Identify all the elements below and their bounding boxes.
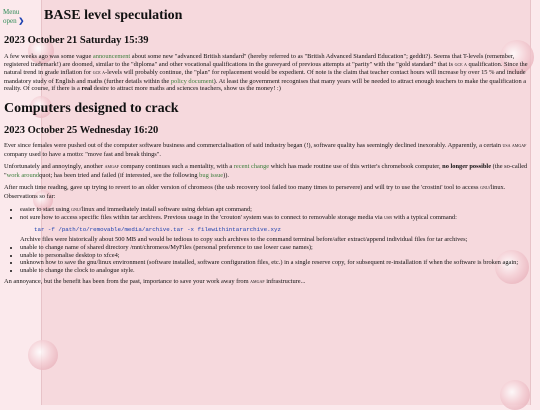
observations-list (4, 206, 532, 275)
decorative-bubble (28, 340, 58, 370)
site-title: BASE level speculation (44, 8, 183, 23)
decorative-bubble (500, 380, 530, 410)
post-date: 2023 October 21 Saturday 15:39 (4, 35, 149, 46)
post-date: 2023 October 25 Wednesday 16:20 (4, 124, 159, 136)
list-item: • unknown how to save the gnu/linux environment (software installed, software configuration files, etc.) in a single reserve copy, for subsequent re-installation if when the software is broken again; (20, 259, 532, 267)
post-paragraph: A few weeks ago was some vague announcement about some new "advanced British standard" (hereby referred to as "British Advanced Standard Education"; geddit?). Seems that T-levels (remember, registered trademark!) are doomed, similar to the "diploma" and other vocational qualifications in the graveyard of previous attempts at "parity" with the "gold standard" that is gce a qualification. Since the natural trend in grade inflation for gce a-levels will probably continue, the "plan" for replacement would be expedient. Of note is the claim that teacher contact hours will increase by over 15 % and include mandatory study of English and maths (further details within the policy document). At least the government recognises that many years will be needed to attract enough teachers to make the qualification a reality. Of course, if there is a real desire to attract more maths and sciences teachers, show us the money! :) (4, 53, 528, 93)
post-paragraph: An annoyance, but the benefit has been from the past, importance to save your work away from amgaf infrastructure... (4, 278, 306, 286)
recent-change-link[interactable]: recent change (233, 163, 270, 171)
code-block: tar -f /path/to/removable/media/archive.tar -x filewithintararchive.xyz (34, 225, 281, 233)
list-item: • unable to change the clock to analogue style. (20, 267, 532, 275)
list-item: • not sure how to access specific files within tar archives. Previous usage in the 'crouton' system was to connect to removable storage media via usb with a typical command: tar -f /path/to/removable/media/archive.tar -x filewithintararchive.xyz Archive files were historically about 500 MB and would be tedious to copy such archives to the command terminal before/after extract/append individual files for tar archives; (20, 214, 532, 244)
list-item: • easier to start using gnu/linux and immediately install software using debian apt command; (20, 206, 532, 215)
menu-open-label: open (3, 17, 17, 25)
post-paragraph: Unfortunately and annoyingly, another amgaf company continues such a mentality, with a recent change which has made routine use of this writer's chromebook computer, no longer possible (the so-called "work aroundquot; has been tried and failed (if interested, see the following bug issue)). (4, 163, 528, 179)
list-item: • unable to personalise desktop to xfce4; (20, 252, 532, 260)
chevron-right-icon: ❯ (18, 17, 25, 25)
announcement-link[interactable]: announcement (92, 53, 131, 60)
post-paragraph: Ever since females were pushed out of the computer software business and commercialisation of said industry began (!), software quality has seemingly declined inexorably. Apparently, a certain usa amgaf company used to have a motto: "move fast and break things". (4, 141, 527, 158)
work-around-link[interactable]: work around (6, 171, 40, 179)
post-title: Computers designed to crack (4, 100, 179, 116)
main-content (4, 0, 532, 292)
list-item-continuation: Archive files were historically about 500 MB and would be tedious to copy such archives to the command terminal before/after extract/append individual files for tar archives; (20, 236, 468, 244)
post-paragraph: After much time reading, gave up trying to revert to an older version of chromeos (the usb recovery tool failed too many times to persevere) and will try to use the 'crostini' tool to access gnu/linux. Observations so far: (4, 184, 506, 200)
policy-document-link[interactable]: policy document (170, 77, 214, 85)
bug-issue-link[interactable]: bug issue (199, 171, 224, 179)
list-item: • unable to change name of shared directory /mnt/chromeos/MyFiles (personal preference to use lower case names); (20, 244, 532, 252)
menu-label: Menu (3, 8, 20, 16)
